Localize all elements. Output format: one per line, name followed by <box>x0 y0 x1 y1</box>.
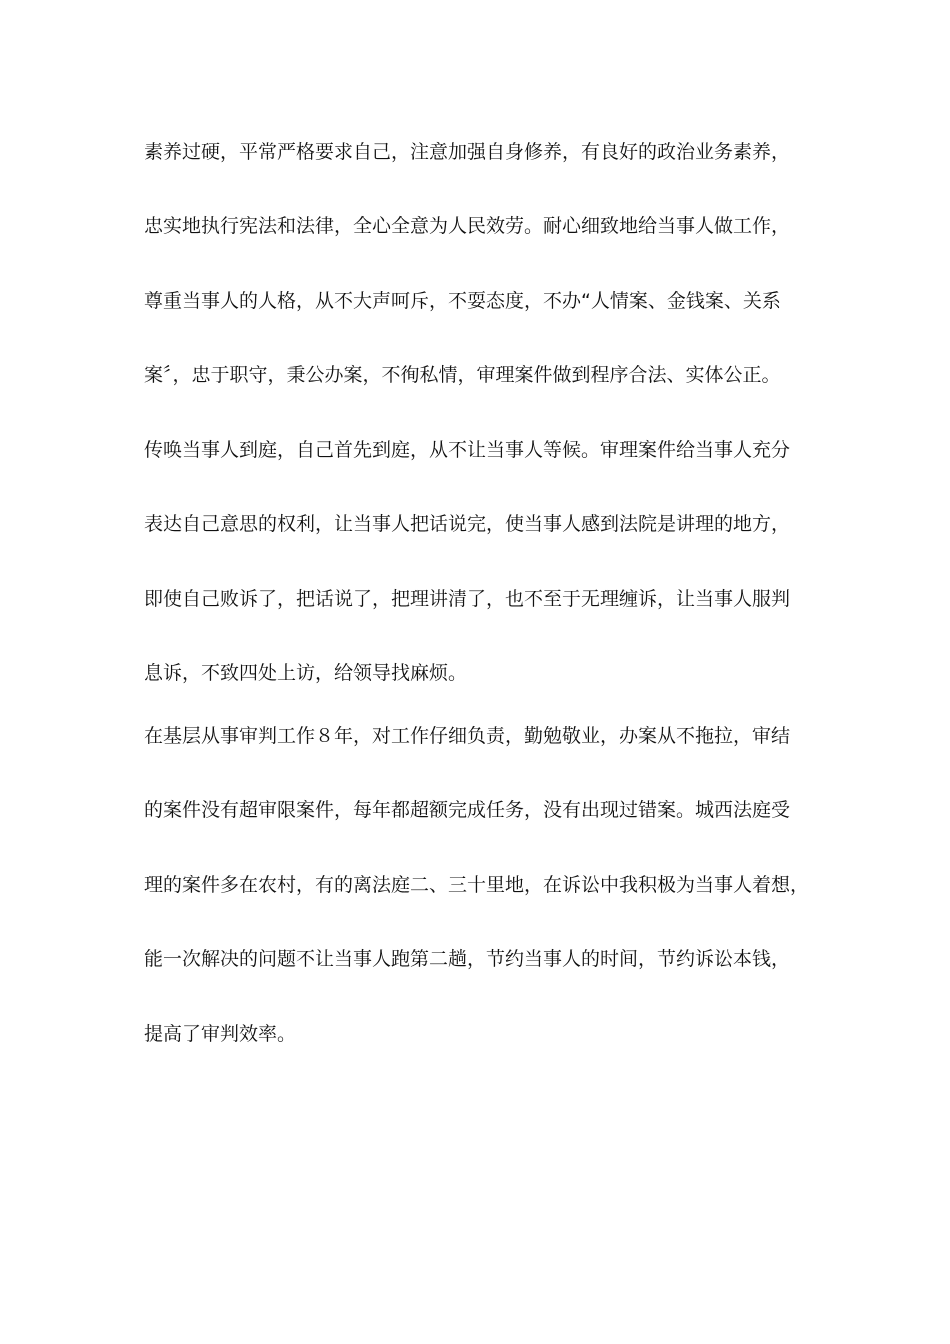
paragraph-2-line-1: 在基层从事审判工作８年，对工作仔细负责，勤勉敬业，办案从不拖拉，审结 <box>144 725 791 747</box>
paragraph-1-line-5: 传唤当事人到庭，自己首先到庭，从不让当事人等候。审理案件给当事人充分 <box>144 439 791 461</box>
paragraph-2-line-3: 理的案件多在农村，有的离法庭二、三十里地，在诉讼中我积极为当事人着想， <box>144 874 810 896</box>
paragraph-1-line-4: 案〞，忠于职守，秉公办案，不徇私情，审理案件做到程序合法、实体公正。 <box>144 364 781 386</box>
paragraph-1-line-6: 表达自己意思的权利，让当事人把话说完，使当事人感到法院是讲理的地方， <box>144 513 791 535</box>
paragraph-1-line-3: 尊重当事人的人格，从不大声呵斥，不耍态度，不办“人情案、金钱案、关系 <box>144 290 781 312</box>
paragraph-2-line-5: 提高了审判效率。 <box>144 1023 297 1045</box>
paragraph-1-line-7: 即使自己败诉了，把话说了，把理讲清了，也不至于无理缠诉，让当事人服判 <box>144 588 791 610</box>
paragraph-1-line-8: 息诉，不致四处上访，给领导找麻烦。 <box>144 662 468 684</box>
paragraph-1-line-2: 忠实地执行宪法和法律，全心全意为人民效劳。耐心细致地给当事人做工作， <box>144 215 791 237</box>
paragraph-2-line-2: 的案件没有超审限案件，每年都超额完成任务，没有出现过错案。城西法庭受 <box>144 799 791 821</box>
paragraph-1-line-1: 素养过硬，平常严格要求自己，注意加强自身修养，有良好的政治业务素养， <box>144 141 791 163</box>
paragraph-2-line-4: 能一次解决的问题不让当事人跑第二趟，节约当事人的时间，节约诉讼本钱， <box>144 948 791 970</box>
